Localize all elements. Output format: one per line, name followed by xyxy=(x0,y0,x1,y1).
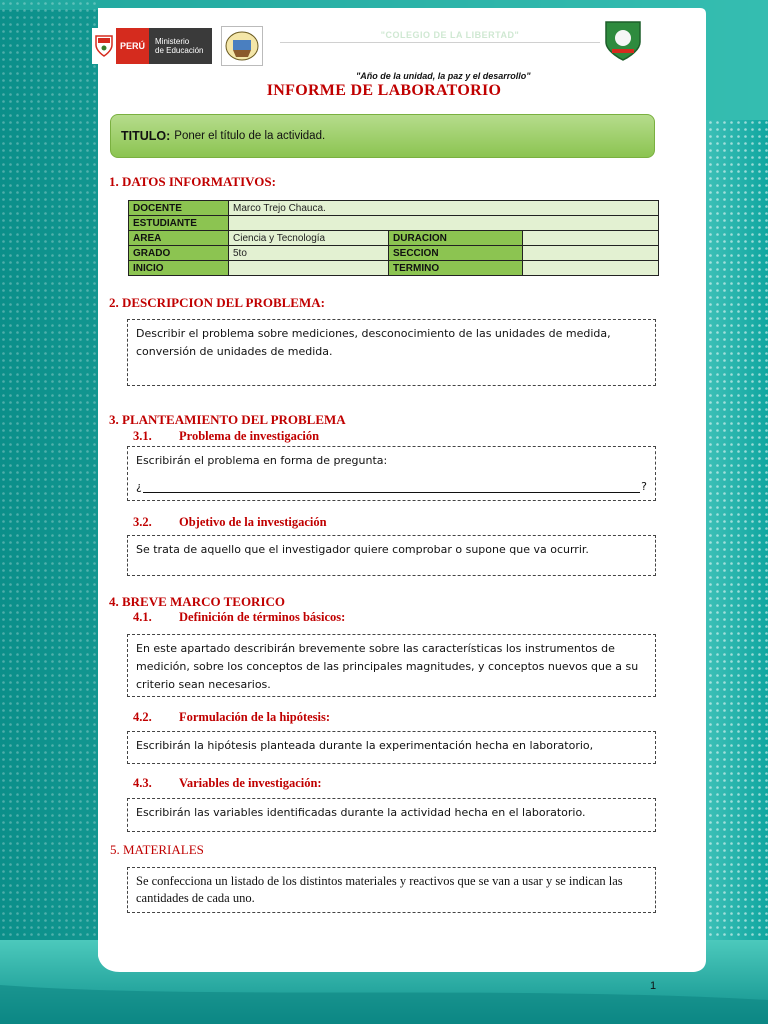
peru-label: PERÚ xyxy=(116,28,149,64)
section-5-heading: 5. MATERIALES xyxy=(110,842,204,857)
termino-value xyxy=(523,261,659,276)
ministry-name xyxy=(149,28,212,64)
docente-label: DOCENTE xyxy=(129,201,229,216)
variables-box xyxy=(127,798,656,832)
question-blank xyxy=(143,492,640,493)
subsection-3-1-title: Problema de investigación xyxy=(179,429,320,443)
objetivo-text: Se trata de aquello que el investigador quiere comprobar o supone que va ocurrir. xyxy=(136,543,589,556)
section-1-heading: 1. DATOS INFORMATIVOS: xyxy=(109,174,276,189)
duracion-value xyxy=(523,231,659,246)
materiales-box xyxy=(127,867,656,913)
table-row xyxy=(129,201,659,216)
peru-shield-icon xyxy=(92,28,116,64)
problema-text: Escribirán el problema en forma de pregunta: xyxy=(136,454,388,467)
titulo-box xyxy=(110,114,655,158)
subsection-4-2-number: 4.2. xyxy=(133,710,152,724)
inicio-value xyxy=(229,261,389,276)
problema-box xyxy=(127,446,656,501)
termino-label: TERMINO xyxy=(389,261,523,276)
subsection-4-2-title: Formulación de la hipótesis: xyxy=(179,710,331,724)
duracion-label: DURACION xyxy=(389,231,523,246)
document-title: INFORME DE LABORATORIO xyxy=(266,82,502,99)
school-badge-icon xyxy=(604,20,642,62)
table-row xyxy=(129,246,659,261)
section-3-heading: 3. PLANTEAMIENTO DEL PROBLEMA xyxy=(109,412,346,427)
seccion-label: SECCION xyxy=(389,246,523,261)
table-row xyxy=(129,231,659,246)
definicion-text: En este apartado describirán brevemente sobre las características los instrumentos de medición, sobre los conceptos de las principales magnitudes, y conceptos nuevos que a su criterio sean necesarios. xyxy=(136,642,639,691)
titulo-label: TITULO: xyxy=(121,129,171,143)
header-divider xyxy=(280,42,600,43)
question-close: ? xyxy=(641,480,647,493)
datos-informativos-table xyxy=(128,200,659,276)
subsection-3-1 xyxy=(133,429,319,444)
ministry-logo xyxy=(92,28,212,64)
definicion-box xyxy=(127,634,656,697)
materiales-text: Se confecciona un listado de los distintos materiales y reactivos que se van a usar y se indican las cantidades de cada uno. xyxy=(136,874,623,905)
section-4-heading: 4. BREVE MARCO TEORICO xyxy=(109,594,286,609)
hipotesis-box xyxy=(127,731,656,764)
page-number: 1 xyxy=(650,980,657,992)
titulo-text: Poner el título de la actividad. xyxy=(174,130,326,142)
question-open: ¿ xyxy=(136,480,142,493)
subsection-4-1 xyxy=(133,610,345,625)
subsection-4-2 xyxy=(133,710,330,725)
descripcion-box xyxy=(127,319,656,386)
ministry-line-1: Ministerio xyxy=(155,37,190,46)
section-2-heading: 2. DESCRIPCION DEL PROBLEMA: xyxy=(109,295,325,310)
seccion-value xyxy=(523,246,659,261)
question-line xyxy=(136,478,647,496)
subsection-4-3 xyxy=(133,776,322,791)
objetivo-box xyxy=(127,535,656,576)
table-row xyxy=(129,261,659,276)
subsection-4-1-title: Definición de términos básicos: xyxy=(179,610,346,624)
estudiante-value xyxy=(229,216,659,231)
subsection-3-1-number: 3.1. xyxy=(133,429,152,443)
subsection-4-3-number: 4.3. xyxy=(133,776,152,790)
ministry-line-2: de Educación xyxy=(155,46,204,55)
hipotesis-text: Escribirán la hipótesis planteada durante la experimentación hecha en laboratorio, xyxy=(136,739,594,752)
table-row xyxy=(129,216,659,231)
subsection-3-2 xyxy=(133,515,327,530)
subsection-3-2-title: Objetivo de la investigación xyxy=(179,515,327,529)
school-name: "COLEGIO DE LA LIBERTAD" xyxy=(380,30,520,40)
grado-label: GRADO xyxy=(129,246,229,261)
subsection-3-2-number: 3.2. xyxy=(133,515,152,529)
area-value: Ciencia y Tecnología xyxy=(229,231,389,246)
variables-text: Escribirán las variables identificadas durante la actividad hecha en el laboratorio. xyxy=(136,806,586,819)
institution-crest-icon xyxy=(221,26,263,66)
area-label: AREA xyxy=(129,231,229,246)
estudiante-label: ESTUDIANTE xyxy=(129,216,229,231)
docente-value: Marco Trejo Chauca. xyxy=(229,201,659,216)
inicio-label: INICIO xyxy=(129,261,229,276)
year-motto: "Año de la unidad, la paz y el desarrollo" xyxy=(356,71,531,81)
descripcion-text: Describir el problema sobre mediciones, desconocimiento de las unidades de medida, conversión de unidades de medida. xyxy=(136,327,611,358)
subsection-4-1-number: 4.1. xyxy=(133,610,152,624)
subsection-4-3-title: Variables de investigación: xyxy=(179,776,322,790)
grado-value: 5to xyxy=(229,246,389,261)
